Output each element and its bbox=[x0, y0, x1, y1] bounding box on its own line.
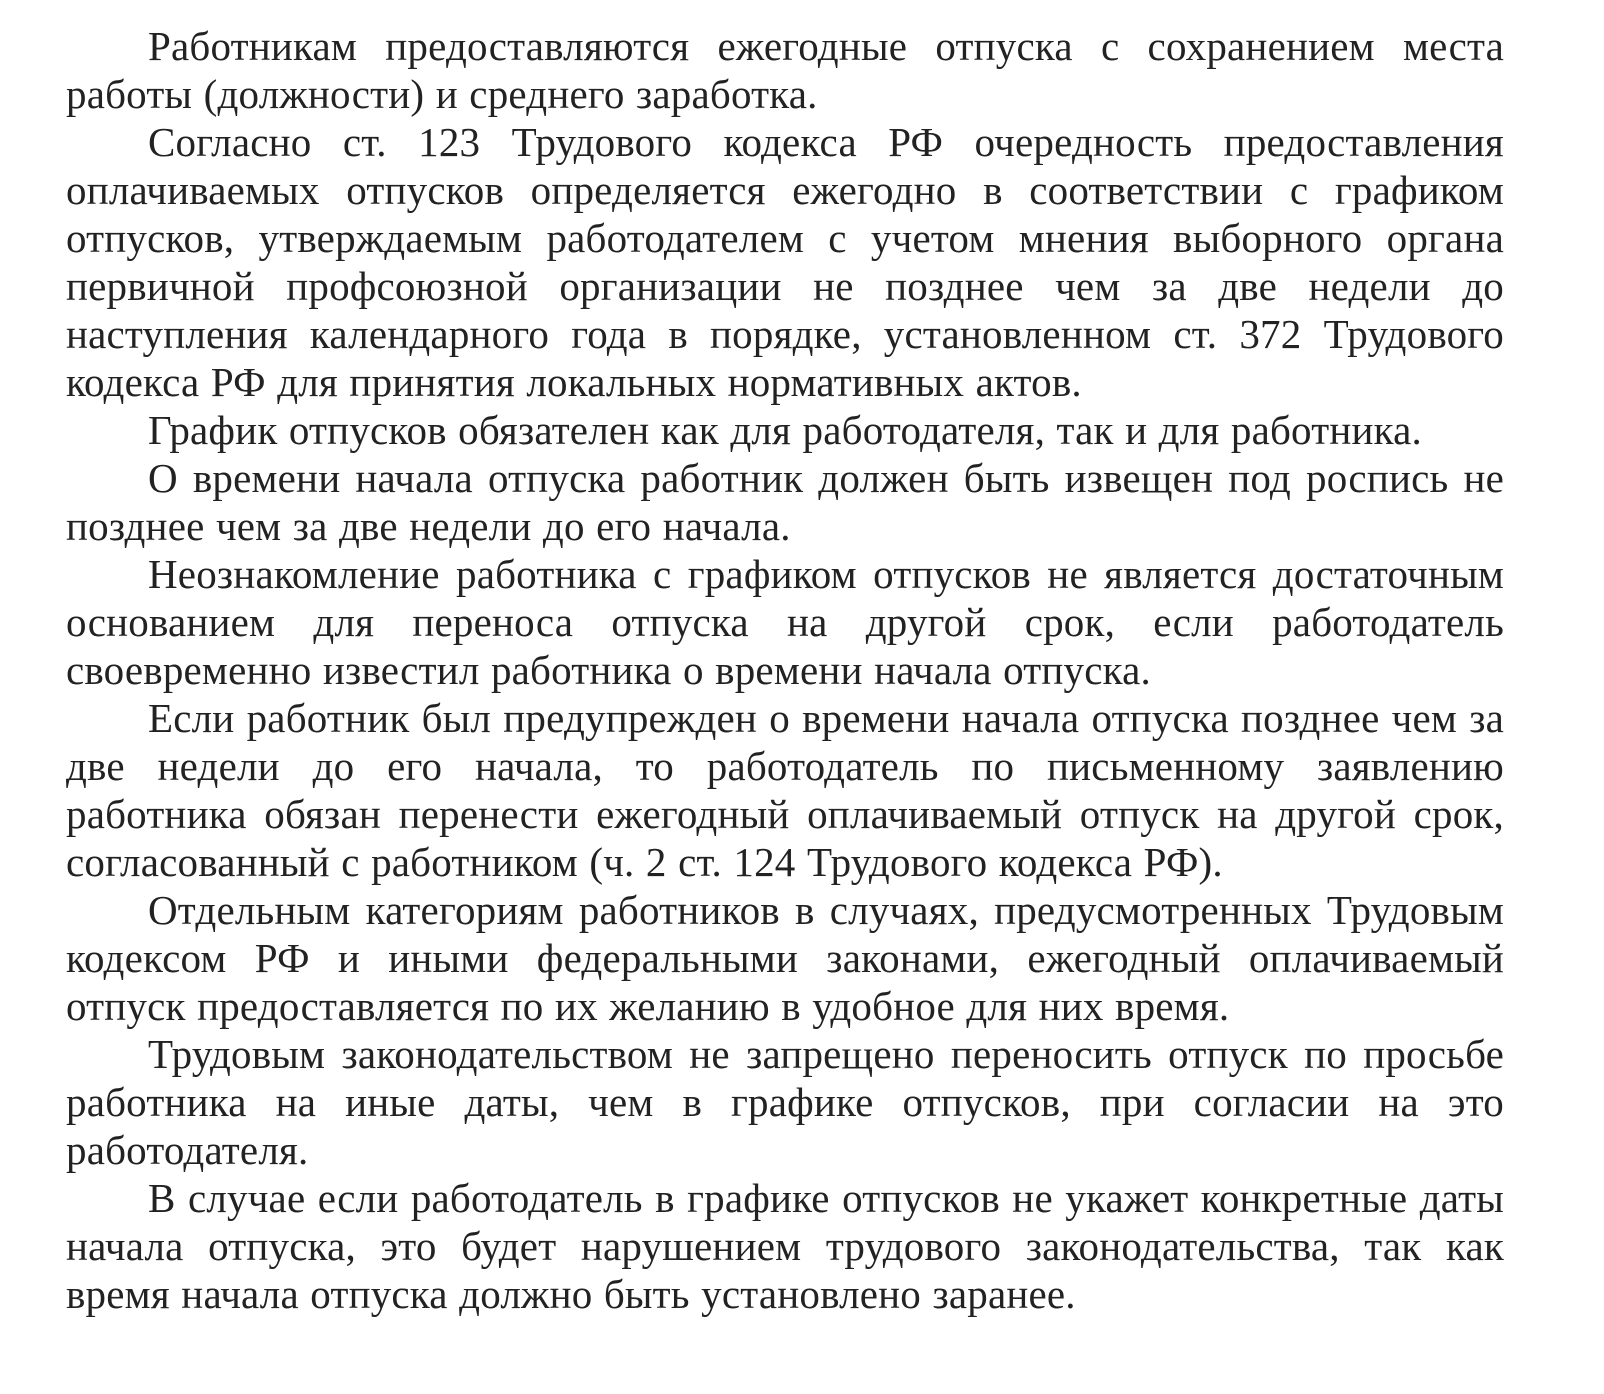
paragraph-notification: О времени начала отпуска работник должен быть извещен под роспись не позднее чем за две недели до его начала. bbox=[66, 455, 1504, 549]
paragraph-transfer-request: Трудовым законодательством не запрещено переносить отпуск по просьбе работника на иные даты, чем в графике отпусков, при согласии на это работодателя. bbox=[66, 1031, 1504, 1173]
paragraph-special-categories: Отдельным категориям работников в случаях, предусмотренных Трудовым кодексом РФ и иными федеральными законами, ежегодный оплачиваемый отпуск предоставляется по их желанию в удобное для них время. bbox=[66, 887, 1504, 1029]
paragraph-annual-leave: Работникам предоставляются ежегодные отпуска с сохранением места работы (должности) и среднего заработка. bbox=[66, 23, 1504, 117]
paragraph-leave-schedule-order: Согласно ст. 123 Трудового кодекса РФ очередность предоставления оплачиваемых отпусков определяется ежегодно в соответствии с графиком отпусков, утверждаемым работодателем с учетом мнения выборного органа первичной профсоюзной организации не позднее чем за две недели до наступления календарного года в порядке, установленном ст. 372 Трудового кодекса РФ для принятия локальных нормативных актов. bbox=[66, 119, 1504, 405]
paragraph-non-familiarization: Неознакомление работника с графиком отпусков не является достаточным основанием для переноса отпуска на другой срок, если работодатель своевременно известил работника о времени начала отпуска. bbox=[66, 551, 1504, 693]
paragraph-specific-dates: В случае если работодатель в графике отпусков не укажет конкретные даты начала отпуска, это будет нарушением трудового законодательства, так как время начала отпуска должно быть установлено заранее. bbox=[66, 1175, 1504, 1317]
paragraph-schedule-mandatory: График отпусков обязателен как для работодателя, так и для работника. bbox=[148, 407, 1422, 453]
paragraph-late-warning: Если работник был предупрежден о времени начала отпуска позднее чем за две недели до его начала, то работодатель по письменному заявлению работника обязан перенести ежегодный оплачиваемый отпуск на другой срок, согласованный с работником (ч. 2 ст. 124 Трудового кодекса РФ). bbox=[66, 695, 1504, 885]
